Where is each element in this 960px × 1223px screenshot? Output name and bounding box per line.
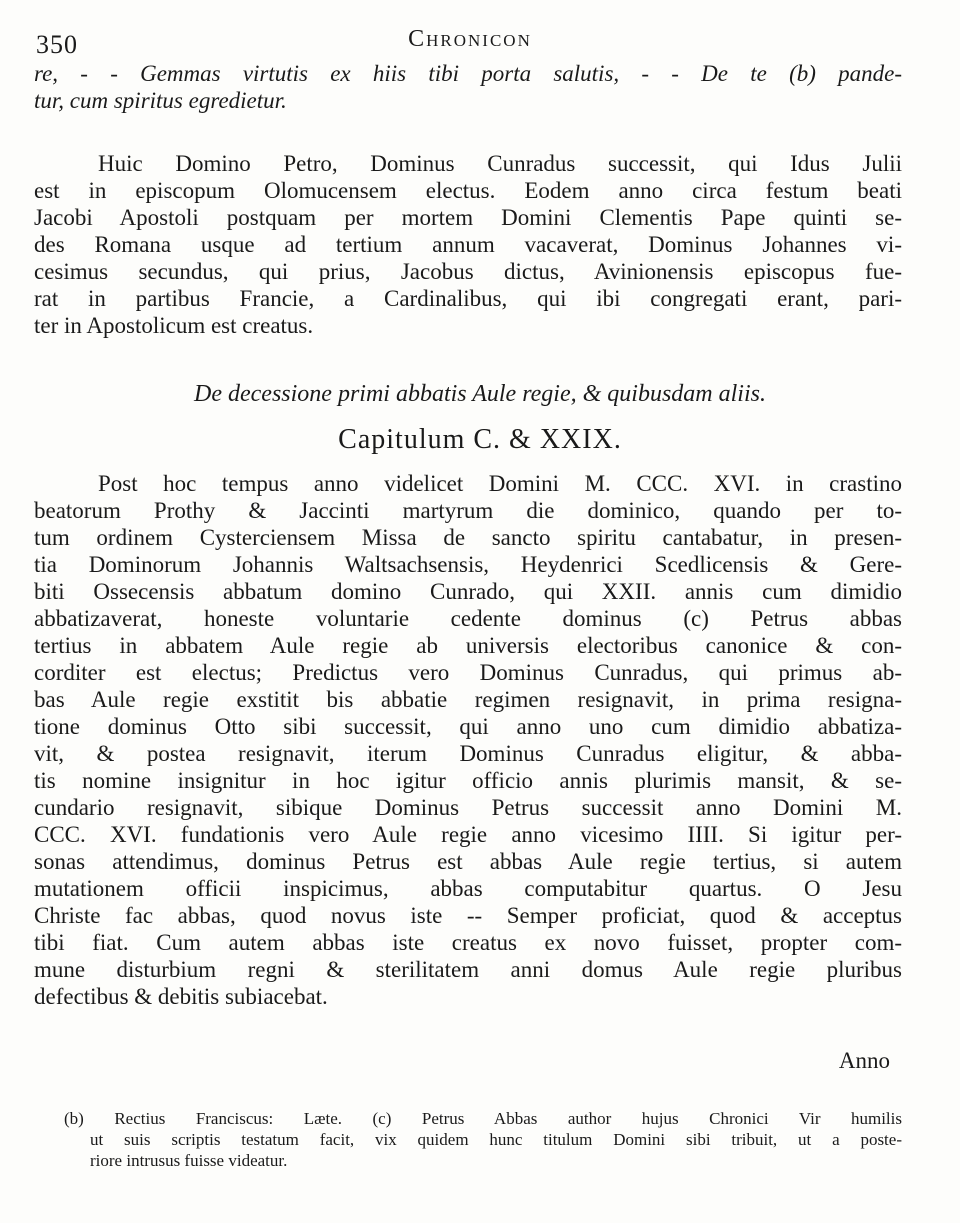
footnote-line: (b) Rectius Franciscus: Læte. (c) Petrus Abbas author hujus Chronici Vir humilis	[64, 1109, 902, 1128]
text-line: tis nomine insignitur in hoc igitur officio annis plurimis mansit, & se-	[34, 768, 902, 793]
footnotes	[64, 1108, 902, 1171]
text-line: biti Ossecensis abbatum domino Cunrado, qui XXII. annis cum dimidio	[34, 579, 902, 604]
text-line: tum ordinem Cysterciensem Missa de sancto spiritu cantabatur, in presen-	[34, 525, 902, 550]
text-line: corditer est electus; Predictus vero Dominus Cunradus, qui primus ab-	[34, 660, 902, 685]
text-line: tur, cum spiritus egredietur.	[34, 88, 287, 113]
text-line: tibi fiat. Cum autem abbas iste creatus ex novo fuisset, propter com-	[34, 930, 902, 955]
text-line: mune disturbium regni & sterilitatem anni domus Aule regie pluribus	[34, 957, 902, 982]
chapter-title: Capitulum C. & XXIX.	[338, 424, 622, 455]
text-line: tia Dominorum Johannis Waltsachsensis, Heydenrici Scedlicensis & Gere-	[34, 552, 902, 577]
text-line: CCC. XVI. fundationis vero Aule regie anno vicesimo IIII. Si igitur per-	[34, 822, 902, 847]
running-title: Chronicon	[408, 26, 532, 52]
footnote-line: riore intrusus fuisse videatur.	[90, 1151, 288, 1170]
text-line: vit, & postea resignavit, iterum Dominus Cunradus eligitur, & abba-	[34, 741, 902, 766]
text-line: tione dominus Otto sibi successit, qui anno uno cum dimidio abbatiza-	[34, 714, 902, 739]
paragraph-election	[34, 470, 902, 1010]
text-line: mutationem officii inspicimus, abbas computabitur quartus. O Jesu	[34, 876, 902, 901]
text-line: est in episcopum Olomucensem electus. Eodem anno circa festum beati	[34, 178, 902, 203]
text-line: cundario resignavit, sibique Dominus Petrus successit anno Domini M.	[34, 795, 902, 820]
text-line: Jacobi Apostoli postquam per mortem Domini Clementis Pape quinti se-	[34, 205, 902, 230]
text-line: cesimus secundus, qui prius, Jacobus dictus, Avinionensis episcopus fue-	[34, 259, 902, 284]
paragraph-succession	[34, 150, 902, 339]
text-line: beatorum Prothy & Jaccinti martyrum die dominico, quando per to-	[34, 498, 902, 523]
text-line: defectibus & debitis subiacebat.	[34, 984, 328, 1009]
page-number: 350	[36, 30, 78, 59]
text-line: des Romana usque ad tertium annum vacaverat, Dominus Johannes vi-	[34, 232, 902, 257]
text-line: tertius in abbatem Aule regie ab universis electoribus canonice & con-	[34, 633, 902, 658]
text-line: Post hoc tempus anno videlicet Domini M. CCC. XVI. in crastino	[98, 471, 902, 496]
text-line: re, - - Gemmas virtutis ex hiis tibi porta salutis, - - De te (b) pande-	[34, 61, 902, 86]
text-line: ter in Apostolicum est creatus.	[34, 313, 314, 338]
chapter-subtitle: De decessione primi abbatis Aule regie, & quibusdam aliis.	[194, 381, 766, 407]
footnote-line: ut suis scriptis testatum facit, vix quidem hunc titulum Domini sibi tribuit, ut a poste-	[90, 1130, 902, 1149]
text-line: bas Aule regie exstitit bis abbatie regimen resignavit, in prima resigna-	[34, 687, 902, 712]
text-line: Huic Domino Petro, Dominus Cunradus successit, qui Idus Julii	[98, 151, 902, 176]
text-line: sonas attendimus, dominus Petrus est abbas Aule regie tertius, si autem	[34, 849, 902, 874]
text-line: abbatizaverat, honeste voluntarie cedente dominus (c) Petrus abbas	[34, 606, 902, 631]
page-header	[30, 22, 910, 59]
text-line: Christe fac abbas, quod novus iste -- Semper proficiat, quod & acceptus	[34, 903, 902, 928]
text-line: rat in partibus Francie, a Cardinalibus, qui ibi congregati erant, pari-	[34, 286, 902, 311]
opening-verse	[34, 60, 902, 114]
catchword: Anno	[838, 1048, 890, 1073]
